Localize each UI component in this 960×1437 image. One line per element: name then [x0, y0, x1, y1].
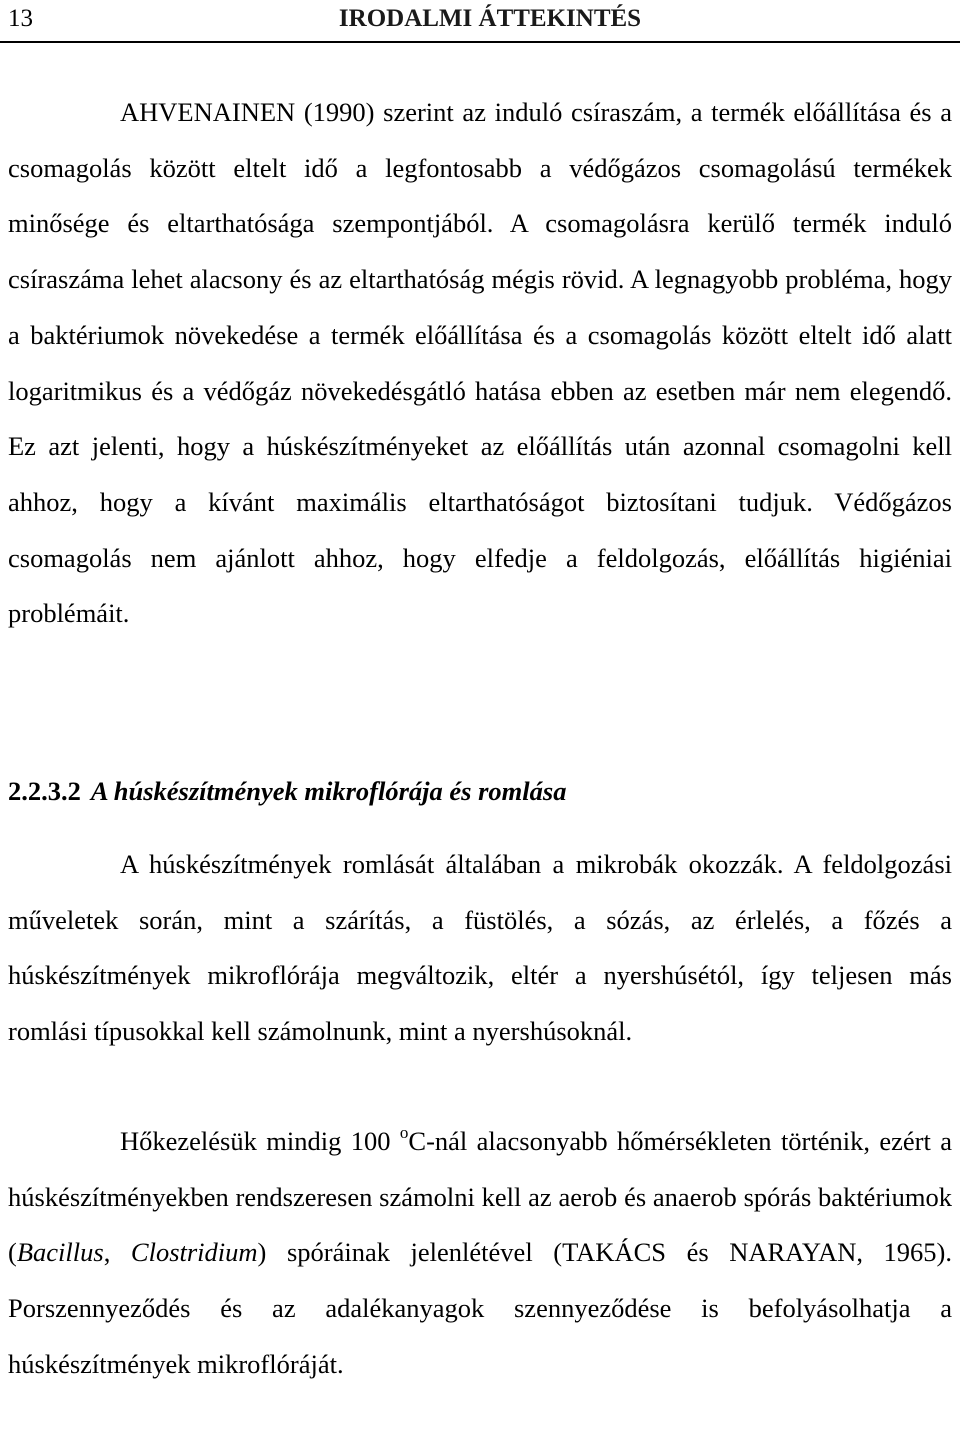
page-number: 13 [8, 5, 33, 32]
section-heading [8, 764, 952, 819]
page-header [6, 0, 954, 38]
genus-separator: , [103, 1237, 131, 1268]
genus-clostridium: Clostridium [130, 1237, 258, 1268]
section-number: 2.2.3.2 [8, 776, 81, 806]
paragraph-3 [8, 1114, 952, 1393]
running-head: IRODALMI ÁTTEKINTÉS [338, 5, 642, 32]
genus-bacillus: Bacillus [16, 1237, 104, 1268]
paragraph-1: AHVENAINEN (1990) szerint az induló csíraszám, a termék előállítása és a csomagolás között eltelt idő a legfontosabb a védőgázos csomagolású termékek minősége és eltarthatósága szempontjából. A csomagolásra kerülő termék induló csíraszáma lehet alacsony és az eltarthatóság mégis rövid. A legnagyobb probléma, hogy a baktériumok növekedése a termék előállítása és a csomagolás között eltelt idő alatt logaritmikus és a védőgáz növekedésgátló hatása ebben az esetben már nem elegendő. Ez azt jelenti, hogy a húskészítményeket az előállítás után azonnal csomagolni kell ahhoz, hogy a kívánt maximális eltarthatóságot biztosítani tudjuk. Védőgázos csomagolás nem ajánlott ahhoz, hogy elfedje a feldolgozás, előállítás higiéniai problémáit. [8, 97, 952, 629]
degree-superscript: o [399, 1123, 409, 1142]
section-title: A húskészítmények mikroflórája és romlása [90, 776, 567, 806]
paragraph-3-part-2: C-nál alacsonyabb hőmérsékleten történik, ezért a húskészítményekben rendszeresen számolni kell az aerob és anaerob spórás baktériumok ( [8, 1126, 953, 1268]
header-rule [0, 41, 960, 43]
paragraph-3-part-3: ) spóráinak jelenlétével (TAKÁCS és NARAYAN, 1965). Porszennyeződés és az adalékanyagok szennyeződése is befolyásolhatja a húskészítmények mikroflóráját. [8, 1237, 953, 1379]
paragraph-2: A húskészítmények romlását általában a mikrobák okozzák. A feldolgozási műveletek során, mint a szárítás, a füstölés, a sózás, az érlelés, a főzés a húskészítmények mikroflórája megváltozik, eltér a nyershúsétól, így teljesen más romlási típusokkal kell számolnunk, mint a nyershúsoknál. [8, 849, 952, 1047]
paragraph-3-part-1: Hőkezelésük mindig 100 [120, 1126, 400, 1156]
